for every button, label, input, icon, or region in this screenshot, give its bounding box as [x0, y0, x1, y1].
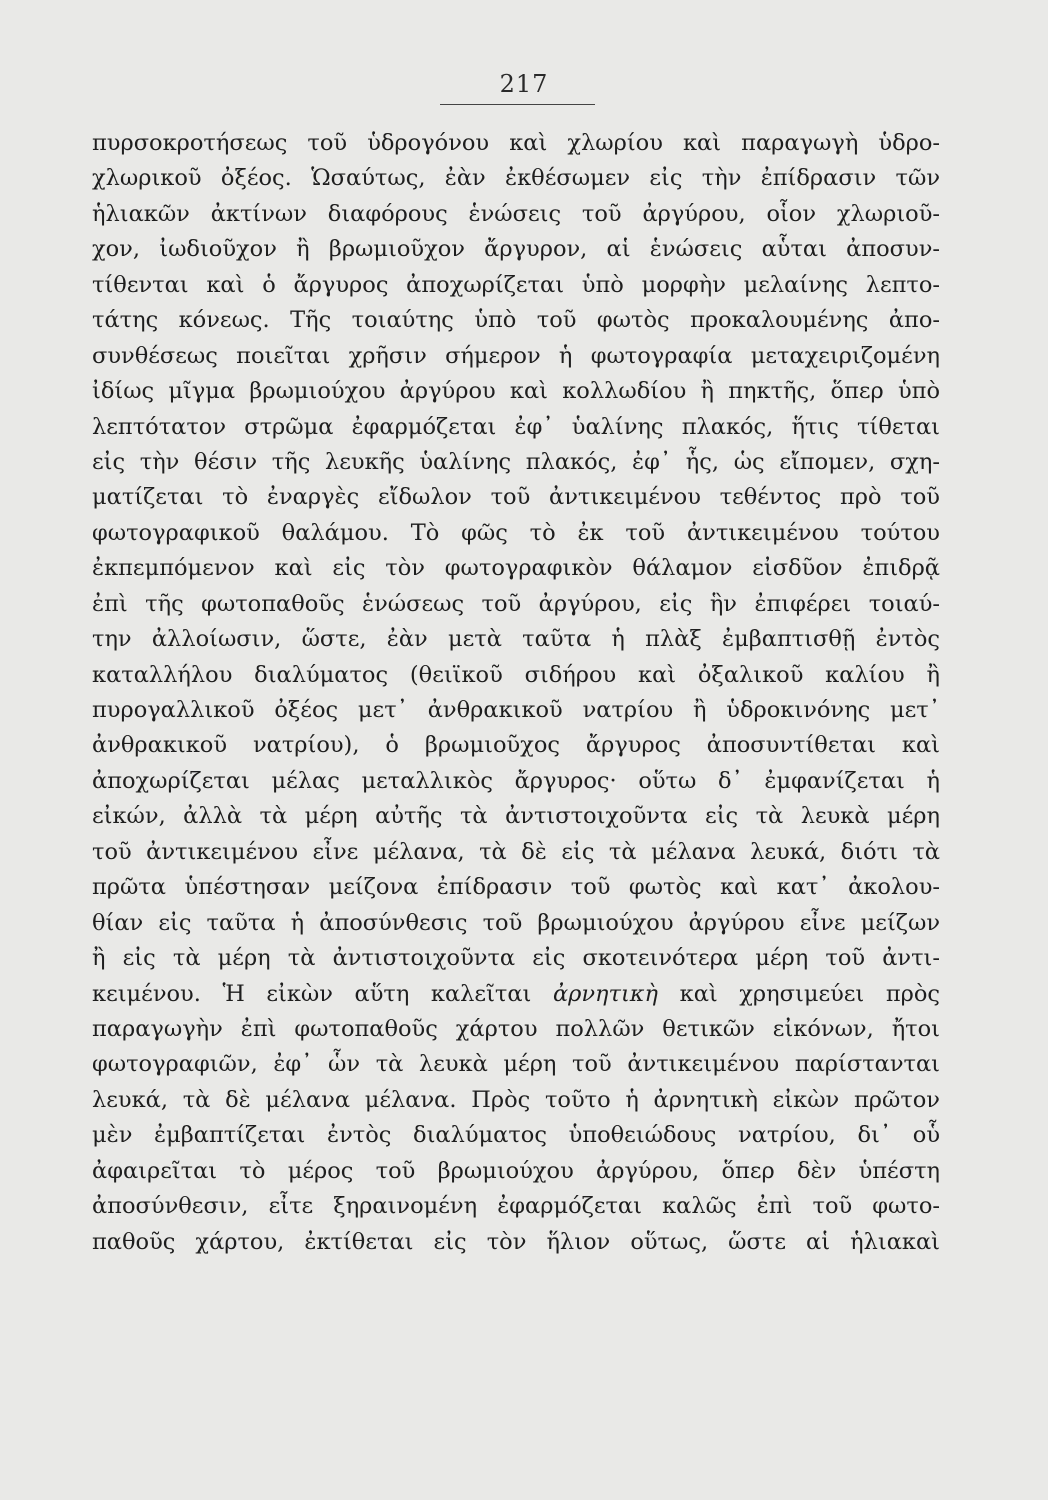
text-line: συνθέσεως ποιεῖται χρῆσιν σήμερον ἡ φωτογραφία μεταχειριζομένη — [92, 342, 940, 369]
text-segment: καὶ χρησιμεύει πρὸς — [658, 980, 940, 1007]
text-line: ἀποσύνθεσιν, εἶτε ξηραινομένη ἐφαρμόζεται καλῶς ἐπὶ τοῦ φωτο- — [92, 1193, 940, 1220]
text-line: ἀφαιρεῖται τὸ μέρος τοῦ βρωμιούχου ἀργύρου, ὅπερ δὲν ὑπέστη — [92, 1157, 940, 1184]
text-segment: κειμένου. Ἡ εἰκὼν αὕτη καλεῖται — [92, 980, 553, 1007]
italic-term: ἀρνητικὴ — [552, 980, 659, 1007]
text-line: ἀνθρακικοῦ νατρίου), ὁ βρωμιοῦχος ἄργυρος ἀποσυντίθεται καὶ — [92, 732, 940, 759]
page-number: 217 — [499, 70, 549, 98]
text-line: ἐκπεμπόμενον καὶ εἰς τὸν φωτογραφικὸν θάλαμον εἰσδῦον ἐπιδρᾷ — [92, 555, 940, 582]
text-line: ἀποχωρίζεται μέλας μεταλλικὸς ἄργυρος· οὕτω δ᾽ ἐμφανίζεται ἡ — [92, 767, 940, 794]
header-rule — [440, 104, 595, 105]
text-line: ἡλιακῶν ἀκτίνων διαφόρους ἑνώσεις τοῦ ἀργύρου, οἷον χλωριοῦ- — [92, 200, 940, 227]
text-line: τίθενται καὶ ὁ ἄργυρος ἀποχωρίζεται ὑπὸ μορφὴν μελαίνης λεπτο- — [92, 271, 940, 298]
text-line: ματίζεται τὸ ἐναργὲς εἴδωλον τοῦ ἀντικειμένου τεθέντος πρὸ τοῦ — [92, 484, 940, 511]
text-line-with-italic — [92, 977, 940, 1012]
text-line: θίαν εἰς ταῦτα ἡ ἀποσύνθεσις τοῦ βρωμιούχου ἀργύρου εἶνε μείζων — [92, 909, 940, 936]
text-line: τοῦ ἀντικειμένου εἶνε μέλανα, τὰ δὲ εἰς τὰ μέλανα λευκά, διότι τὰ — [92, 838, 940, 865]
text-line: χλωρικοῦ ὀξέος. Ὡσαύτως, ἐὰν ἐκθέσωμεν εἰς τὴν ἐπίδρασιν τῶν — [92, 165, 940, 192]
text-line: πυρσοκροτήσεως τοῦ ὑδρογόνου καὶ χλωρίου καὶ παραγωγὴ ὑδρο- — [92, 130, 940, 156]
body-text — [92, 126, 940, 1260]
text-line: καταλλήλου διαλύματος (θειϊκοῦ σιδήρου καὶ ὀξαλικοῦ καλίου ἢ — [92, 661, 940, 688]
text-line: φωτογραφιῶν, ἐφ᾽ ὧν τὰ λευκὰ μέρη τοῦ ἀντικειμένου παρίστανται — [92, 1051, 940, 1078]
text-line: εἰκών, ἀλλὰ τὰ μέρη αὐτῆς τὰ ἀντιστοιχοῦντα εἰς τὰ λευκὰ μέρη — [92, 803, 940, 830]
text-line: πυρογαλλικοῦ ὀξέος μετ᾽ ἀνθρακικοῦ νατρίου ἢ ὑδροκινόνης μετ᾽ — [92, 697, 940, 723]
text-line: παραγωγὴν ἐπὶ φωτοπαθοῦς χάρτου πολλῶν θετικῶν εἰκόνων, ἤτοι — [92, 1015, 940, 1042]
text-line: εἰς τὴν θέσιν τῆς λευκῆς ὑαλίνης πλακός, ἐφ᾽ ἧς, ὡς εἴπομεν, σχη- — [92, 448, 940, 475]
text-line: φωτογραφικοῦ θαλάμου. Τὸ φῶς τὸ ἐκ τοῦ ἀντικειμένου τούτου — [92, 519, 940, 546]
text-line: την ἀλλοίωσιν, ὥστε, ἐὰν μετὰ ταῦτα ἡ πλὰξ ἐμβαπτισθῇ ἐντὸς — [92, 626, 940, 653]
text-line: χον, ἰωδιοῦχον ἢ βρωμιοῦχον ἄργυρον, αἱ ἑνώσεις αὗται ἀποσυν- — [92, 236, 940, 263]
text-line: λευκά, τὰ δὲ μέλανα μέλανα. Πρὸς τοῦτο ἡ ἀρνητικὴ εἰκὼν πρῶτον — [92, 1086, 940, 1113]
text-line: ἰδίως μῖγμα βρωμιούχου ἀργύρου καὶ κολλωδίου ἢ πηκτῆς, ὅπερ ὑπὸ — [92, 378, 940, 405]
text-line: πρῶτα ὑπέστησαν μείζονα ἐπίδρασιν τοῦ φωτὸς καὶ κατ᾽ ἀκολου- — [92, 874, 940, 901]
text-line: λεπτότατον στρῶμα ἐφαρμόζεται ἐφ᾽ ὑαλίνης πλακός, ἥτις τίθεται — [92, 413, 940, 440]
text-line: μὲν ἐμβαπτίζεται ἐντὸς διαλύματος ὑποθειώδους νατρίου, δι᾽ οὗ — [92, 1122, 940, 1149]
text-line: τάτης κόνεως. Τῆς τοιαύτης ὑπὸ τοῦ φωτὸς προκαλουμένης ἀπο- — [92, 307, 940, 334]
text-line: ἢ εἰς τὰ μέρη τὰ ἀντιστοιχοῦντα εἰς σκοτεινότερα μέρη τοῦ ἀντι- — [92, 945, 940, 972]
text-line: παθοῦς χάρτου, ἐκτίθεται εἰς τὸν ἥλιον οὕτως, ὥστε αἱ ἡλιακαὶ — [92, 1228, 940, 1255]
text-line: ἐπὶ τῆς φωτοπαθοῦς ἑνώσεως τοῦ ἀργύρου, εἰς ἣν ἐπιφέρει τοιαύ- — [92, 590, 940, 617]
